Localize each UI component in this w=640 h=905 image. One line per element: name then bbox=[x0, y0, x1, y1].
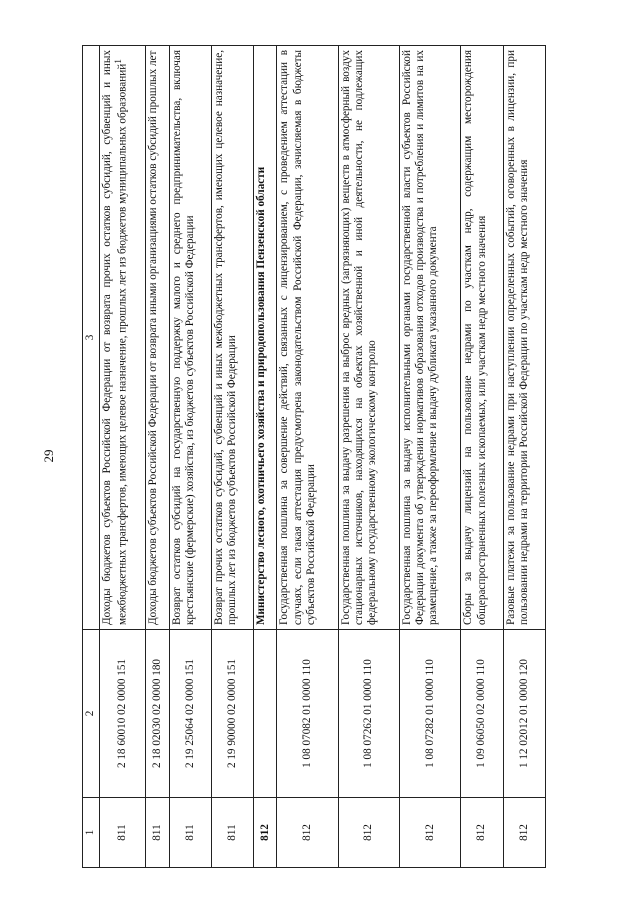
revenue-code-cell: 1 08 07082 01 0000 110 bbox=[277, 630, 338, 798]
admin-code-cell: 812 bbox=[400, 798, 461, 868]
revenue-codes-table bbox=[82, 45, 546, 868]
description-text: Разовые платежи за пользование недрами при наступлении определенных событий, оговоренных в лицензии, при пользовании недрами на территории Российской Федерации по участкам недр местного значения bbox=[504, 50, 530, 625]
admin-code-cell: 811 bbox=[211, 798, 253, 868]
revenue-code-cell: 2 18 02030 02 0000 180 bbox=[146, 630, 169, 798]
admin-code-cell: 812 bbox=[338, 798, 399, 868]
admin-code-cell: 812 bbox=[277, 798, 338, 868]
revenue-code-cell: 1 09 06050 02 0000 110 bbox=[461, 630, 503, 798]
admin-code-cell: 811 bbox=[169, 798, 211, 868]
revenue-code-cell: 1 12 02012 01 0000 120 bbox=[503, 630, 545, 798]
description-text: Министерство лесного, охотничьего хозяйства и природопользования Пензенской области bbox=[255, 166, 268, 625]
table-row bbox=[503, 46, 545, 868]
revenue-code-cell: 2 18 60010 02 0000 151 bbox=[100, 630, 146, 798]
description-cell bbox=[146, 46, 169, 630]
description-cell bbox=[211, 46, 253, 630]
description-text: Доходы бюджетов субъектов Российской Федерации от возврата иными организациями остатков субсидий прошлых лет bbox=[147, 50, 160, 625]
table-row bbox=[400, 46, 461, 868]
rotated-table-container bbox=[82, 46, 546, 868]
header-col-2: 2 bbox=[83, 630, 100, 798]
header-col-3: 3 bbox=[83, 46, 100, 630]
description-cell bbox=[254, 46, 277, 630]
description-text: Государственная пошлина за совершение действий, связанных с лицензированием, с проведением аттестации в случаях, если такая аттестация предусмотрена законодательством Российской Федерации, зачисляемая в бюджеты субъектов Российской Федерации bbox=[278, 50, 317, 625]
table-row bbox=[100, 46, 146, 868]
table-row bbox=[277, 46, 338, 868]
revenue-code-cell: 1 08 07262 01 0000 110 bbox=[338, 630, 399, 798]
admin-code-cell: 811 bbox=[100, 798, 146, 868]
description-text: Доходы бюджетов субъектов Российской Федерации от возврата прочих остатков субсидий, субвенций и иных межбюджетных трансфертов, имеющих целевое назначение, прошлых лет из бюджетов муниципальных образований bbox=[101, 50, 129, 625]
description-cell bbox=[100, 46, 146, 630]
admin-code-cell: 812 bbox=[503, 798, 545, 868]
table-row bbox=[211, 46, 253, 868]
description-cell bbox=[400, 46, 461, 630]
footnote-marker: 1 bbox=[114, 59, 125, 64]
table-row bbox=[146, 46, 169, 868]
table-row bbox=[169, 46, 211, 868]
admin-code-cell: 811 bbox=[146, 798, 169, 868]
revenue-code-cell bbox=[254, 630, 277, 798]
table-row bbox=[338, 46, 399, 868]
header-col-1: 1 bbox=[83, 798, 100, 868]
description-cell bbox=[277, 46, 338, 630]
table-body bbox=[100, 46, 546, 868]
revenue-code-cell: 2 19 90000 02 0000 151 bbox=[211, 630, 253, 798]
description-cell bbox=[461, 46, 503, 630]
description-text: Сборы за выдачу лицензий на пользование недрами по участкам недр, содержащим месторождения общераспространенных полезных ископаемых, или участкам недр местного значения bbox=[462, 50, 488, 625]
table-row bbox=[461, 46, 503, 868]
revenue-code-cell: 2 19 25064 02 0000 151 bbox=[169, 630, 211, 798]
description-text: Возврат прочих остатков субсидий, субвенций и иных межбюджетных трансфертов, имеющих целевое назначение, прошлых лет из бюджетов субъектов Российской Федерации bbox=[212, 50, 239, 625]
description-text: Государственная пошлина за выдачу исполнительными органами государственной власти субъектов Российской Федерации документа об утверждении нормативов образования отходов производства и потребления и лимитов на их размещение, а также за переоформление и выдачу дубликата указанного документа bbox=[401, 50, 440, 625]
page-number: 29 bbox=[41, 449, 56, 463]
header-row bbox=[83, 46, 100, 868]
revenue-code-cell: 1 08 07282 01 0000 110 bbox=[400, 630, 461, 798]
table-row bbox=[254, 46, 277, 868]
admin-code-cell: 812 bbox=[461, 798, 503, 868]
description-cell bbox=[503, 46, 545, 630]
description-text: Государственная пошлина за выдачу разрешения на выброс вредных (загрязняющих) веществ в атмосферный воздух стационарных источников, находящихся на объектах хозяйственной и иной деятельности, не подлежащих федеральному государственному экологическому контролю bbox=[339, 50, 379, 625]
description-cell bbox=[169, 46, 211, 630]
description-text: Возврат остатков субсидий на государственную поддержку малого и среднего предпринимательства, включая крестьянские (фермерские) хозяйства, из бюджетов субъектов Российской Федерации bbox=[170, 50, 196, 625]
description-cell bbox=[338, 46, 399, 630]
admin-code-cell: 812 bbox=[254, 798, 277, 868]
